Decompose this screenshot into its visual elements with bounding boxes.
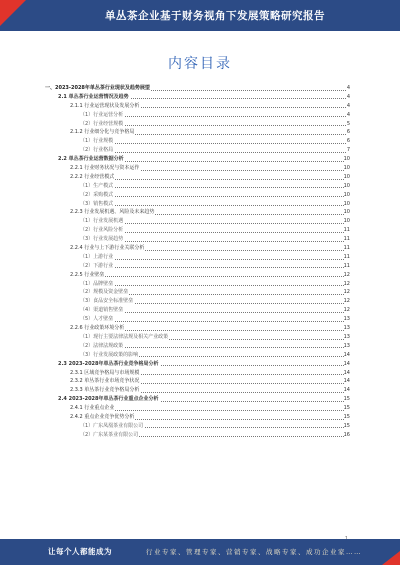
toc-entry[interactable] (0, 395, 400, 404)
toc-entry-label: 2.2 单丛茶行业运营数据分析 (58, 156, 124, 163)
toc-entry-label: 2.3 2023-2028年单丛茶行业竞争格局分析 (58, 360, 159, 367)
toc-leader-dots (80, 267, 348, 268)
toc-entry-label: 2.2.2 行业经营模式 (70, 173, 115, 180)
toc-entry-label: （1）品牌壁垒 (80, 280, 114, 287)
toc-entry-page: 10 (343, 191, 350, 198)
toc-entry-label: 2.2.1 行业财务状况与资本运作 (70, 165, 140, 172)
toc-entry-page: 14 (343, 360, 350, 367)
toc-entry-label: （2）下游行业 (80, 262, 114, 269)
toc-leader-dots (80, 285, 348, 286)
footer-tagline: 行业专家、管理专家、营销专家、战略专家、成功企业家…… (146, 548, 362, 556)
toc-entry[interactable] (0, 128, 400, 137)
toc-entry-label: （2）行业格局 (80, 147, 114, 154)
toc-entry-page: 13 (343, 342, 350, 349)
toc-entry[interactable] (0, 386, 400, 395)
toc-entry-page: 10 (343, 173, 350, 180)
toc-entry-page: 4 (346, 111, 350, 118)
toc-entry-label: 2.2.4 行业与上下游行业关联分析 (70, 245, 145, 252)
header-banner (0, 0, 400, 31)
toc-entry-label: 2.2.6 行业政策环境分析 (70, 325, 125, 332)
toc-entry-page: 13 (343, 316, 350, 323)
toc-entry-page: 6 (346, 129, 350, 136)
toc-leader-dots (70, 276, 348, 277)
toc-entry[interactable] (0, 404, 400, 413)
toc-entry[interactable] (0, 191, 400, 200)
toc-entry-page: 15 (343, 422, 350, 429)
toc-heading: 内容目录 (168, 56, 232, 72)
toc-entry-page: 7 (346, 147, 350, 154)
toc-entry-page: 13 (343, 333, 350, 340)
toc-entry-page: 12 (343, 280, 350, 287)
toc-entry-page: 10 (343, 182, 350, 189)
toc-entry[interactable] (0, 217, 400, 226)
toc-entry[interactable] (0, 137, 400, 146)
toc-entry[interactable] (0, 422, 400, 431)
toc-entry-page: 11 (343, 253, 350, 260)
toc-entry[interactable] (0, 280, 400, 289)
toc-entry[interactable] (0, 84, 400, 93)
toc-entry-label: 2.2.3 行业发展机遇、风险及未来趋势 (70, 209, 155, 216)
toc-entry-page: 12 (343, 271, 350, 278)
toc-entry-label: （2）采购模式 (80, 191, 114, 198)
toc-entry-page: 10 (343, 209, 350, 216)
toc-entry-page: 11 (343, 227, 350, 234)
toc-entry-page: 14 (343, 351, 350, 358)
toc-entry-label: （1）行业运营分析 (80, 111, 124, 118)
toc-entry-label: 2.1.2 行业细分化与竞争格局 (70, 129, 135, 136)
toc-leader-dots (80, 259, 348, 260)
toc-entry-page: 15 (343, 413, 350, 420)
toc-entry-label: （1）上游行业 (80, 253, 114, 260)
toc-entry-page: 10 (343, 165, 350, 172)
toc-entry[interactable] (0, 413, 400, 422)
toc-entry-label: 2.4.1 行业重点企业 (70, 405, 115, 412)
toc-entry-page: 11 (343, 245, 350, 252)
toc-entry-label: （1）行业规模 (80, 138, 114, 145)
toc-entry-label: （5）人才壁垒 (80, 316, 114, 323)
table-of-contents (0, 84, 400, 440)
toc-entry-label: 2.3.2 单丛茶行业市场竞争状况 (70, 378, 140, 385)
toc-leader-dots (80, 187, 348, 188)
toc-entry[interactable] (0, 262, 400, 271)
toc-entry[interactable] (0, 369, 400, 378)
toc-entry[interactable] (0, 102, 400, 111)
toc-entry-page: 14 (343, 369, 350, 376)
toc-entry-page: 5 (346, 120, 350, 127)
toc-entry[interactable] (0, 208, 400, 217)
toc-entry-page: 10 (343, 218, 350, 225)
toc-leader-dots (80, 143, 348, 144)
toc-entry-label: （3）销售模式 (80, 200, 114, 207)
toc-entry-page: 11 (343, 236, 350, 243)
toc-entry-label: （3）行业发展趋势 (80, 236, 124, 243)
toc-entry-page: 10 (343, 156, 350, 163)
toc-entry-page: 13 (343, 325, 350, 332)
toc-entry-label: 2.4.2 重点企业竞争优势分析 (70, 413, 135, 420)
toc-entry-page: 6 (346, 138, 350, 145)
toc-entry[interactable] (0, 271, 400, 280)
toc-entry[interactable] (0, 182, 400, 191)
toc-entry[interactable] (0, 173, 400, 182)
toc-entry-page: 12 (343, 289, 350, 296)
toc-entry-page: 14 (343, 387, 350, 394)
toc-entry-label: （1）广东凤凰茶业有限公司 (80, 422, 144, 429)
toc-entry-label: （2）广东某茶业有限公司 (80, 431, 139, 438)
toc-entry-page: 4 (346, 102, 350, 109)
toc-entry[interactable] (0, 288, 400, 297)
toc-leader-dots (80, 205, 348, 206)
toc-entry-label: （2）行业风险分析 (80, 227, 124, 234)
toc-entry[interactable] (0, 155, 400, 164)
toc-entry-label: （2）法律法规政策 (80, 342, 124, 349)
header-corner-decoration (0, 0, 26, 26)
toc-entry-label: （2）行业经营规模 (80, 120, 124, 127)
toc-entry-label: （1）生产模式 (80, 182, 114, 189)
toc-entry[interactable] (0, 360, 400, 369)
toc-entry[interactable] (0, 377, 400, 386)
toc-entry[interactable] (0, 342, 400, 351)
toc-entry-label: （4）渠道销售壁垒 (80, 307, 124, 314)
toc-entry[interactable] (0, 315, 400, 324)
toc-entry-page: 15 (343, 405, 350, 412)
toc-entry-label: 2.1.1 行业运营现状及发展分析 (70, 102, 140, 109)
toc-entry-label: 2.3.1 区域竞争格局与市场规模 (70, 369, 140, 376)
toc-entry-page: 15 (343, 396, 350, 403)
toc-entry[interactable] (0, 111, 400, 120)
toc-entry-label: 一、2023-2028年单丛茶行业现状及趋势展望 (45, 85, 150, 91)
toc-leader-dots (80, 321, 348, 322)
footer-corner-decoration (382, 551, 400, 565)
toc-entry-label: （1）现行主要法律法规及相关产业政策 (80, 333, 169, 340)
footer-slogan: 让每个人都能成为 (48, 547, 112, 556)
toc-entry-page: 14 (343, 378, 350, 385)
toc-entry-page: 4 (346, 93, 350, 100)
toc-entry[interactable] (0, 431, 400, 440)
toc-entry-label: （2）规模及资金壁垒 (80, 289, 129, 296)
toc-entry-label: （3）食品安全标准壁垒 (80, 298, 134, 305)
toc-entry-page: 10 (343, 200, 350, 207)
toc-entry[interactable] (0, 164, 400, 173)
report-title: 单丛茶企业基于财务视角下发展策略研究报告 (105, 10, 325, 22)
toc-entry[interactable] (0, 120, 400, 129)
toc-entry[interactable] (0, 306, 400, 315)
toc-entry[interactable] (0, 93, 400, 102)
toc-entry-label: 2.1 单丛茶行业运营情况及趋势 (58, 93, 129, 100)
toc-entry[interactable] (0, 200, 400, 209)
toc-leader-dots (80, 196, 348, 197)
toc-entry[interactable] (0, 333, 400, 342)
toc-entry[interactable] (0, 146, 400, 155)
toc-entry-label: 2.2.5 行业壁垒 (70, 271, 105, 278)
toc-entry[interactable] (0, 226, 400, 235)
toc-entry[interactable] (0, 244, 400, 253)
toc-entry-label: （3）行业发展政策的影响 (80, 351, 139, 358)
toc-entry[interactable] (0, 324, 400, 333)
toc-entry-label: 2.3.3 单丛茶行业竞争格局分析 (70, 387, 140, 394)
footer-banner (0, 539, 400, 565)
toc-entry-page: 4 (346, 85, 350, 91)
toc-entry-page: 11 (343, 262, 350, 269)
toc-entry-page: 16 (343, 431, 350, 438)
toc-entry-page: 12 (343, 298, 350, 305)
toc-entry-page: 12 (343, 307, 350, 314)
toc-entry[interactable] (0, 297, 400, 306)
toc-entry-label: 2.4 2023-2028年单丛茶行业重点企业分析 (58, 396, 159, 403)
toc-entry-label: （1）行业发展机遇 (80, 218, 124, 225)
toc-entry[interactable] (0, 253, 400, 262)
toc-entry[interactable] (0, 351, 400, 360)
toc-entry[interactable] (0, 235, 400, 244)
toc-leader-dots (80, 152, 348, 153)
